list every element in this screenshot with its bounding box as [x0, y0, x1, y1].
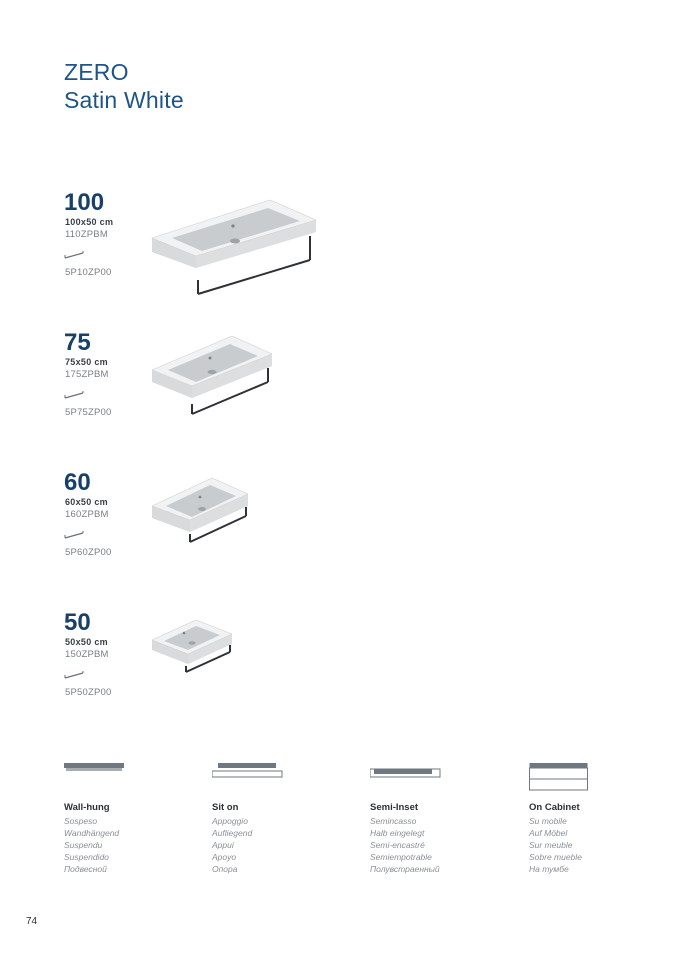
page-title — [64, 58, 184, 114]
product-dimensions: 75x50 cm — [65, 357, 108, 367]
translation-ru: На тумбе — [529, 864, 569, 874]
translation-it: Semincasso — [370, 816, 417, 826]
translation-fr: Semi-encastré — [370, 840, 425, 850]
translation-es: Apoyo — [212, 852, 237, 862]
towel-rail-code: 5P60ZP00 — [65, 547, 112, 558]
installation-title: Semi-Inset — [370, 802, 419, 813]
product-dimensions: 60x50 cm — [65, 497, 108, 507]
translation-de: Auf Möbel — [529, 828, 568, 838]
product-dimensions: 100x50 cm — [65, 217, 114, 227]
collection-name: ZERO — [64, 59, 129, 85]
installation-title: Wall-hung — [64, 802, 110, 813]
on-cabinet-icon — [529, 760, 591, 792]
washbasin-image — [150, 196, 320, 296]
wall-hung-icon — [64, 760, 126, 792]
translation-es: Sobre mueble — [529, 852, 582, 862]
translation-de: Aufliegend — [212, 828, 253, 838]
towel-rail-icon — [64, 390, 86, 400]
translation-fr: Appui — [212, 840, 234, 850]
installation-title: Sit on — [212, 802, 239, 813]
translation-it: Appoggio — [212, 816, 248, 826]
product-size: 60 — [64, 469, 91, 496]
product-size: 50 — [64, 609, 91, 636]
translation-de: Wandhängend — [64, 828, 120, 838]
translation-it: Sospeso — [64, 816, 98, 826]
translation-ru: Полувстраенный — [370, 864, 440, 874]
translation-fr: Suspendu — [64, 840, 103, 850]
towel-rail-icon — [64, 250, 86, 260]
product-size: 75 — [64, 329, 91, 356]
washbasin-image — [150, 616, 236, 676]
washbasin-image — [150, 474, 252, 546]
translation-ru: Подвесной — [64, 864, 107, 874]
product-code: 110ZPBM — [65, 229, 108, 240]
installation-title: On Cabinet — [529, 802, 580, 813]
towel-rail-icon — [64, 530, 86, 540]
product-code: 160ZPBM — [65, 509, 109, 520]
towel-rail-code: 5P10ZP00 — [65, 267, 112, 278]
towel-rail-icon — [64, 670, 86, 680]
product-code: 175ZPBM — [65, 369, 109, 380]
towel-rail-code: 5P75ZP00 — [65, 407, 112, 418]
product-dimensions: 50x50 cm — [65, 637, 108, 647]
translation-fr: Sur meuble — [529, 840, 573, 850]
towel-rail-code: 5P50ZP00 — [65, 687, 112, 698]
translation-de: Halb eingelegt — [370, 828, 425, 838]
finish-name: Satin White — [64, 87, 184, 113]
washbasin-image — [150, 332, 275, 417]
translation-es: Suspendido — [64, 852, 109, 862]
semi-inset-icon — [370, 760, 442, 792]
product-code: 150ZPBM — [65, 649, 109, 660]
translation-ru: Опора — [212, 864, 238, 874]
page-number: 74 — [26, 916, 38, 927]
translation-es: Semiempotrable — [370, 852, 432, 862]
product-size: 100 — [64, 189, 105, 216]
translation-it: Su mobile — [529, 816, 567, 826]
sit-on-icon — [212, 760, 284, 792]
